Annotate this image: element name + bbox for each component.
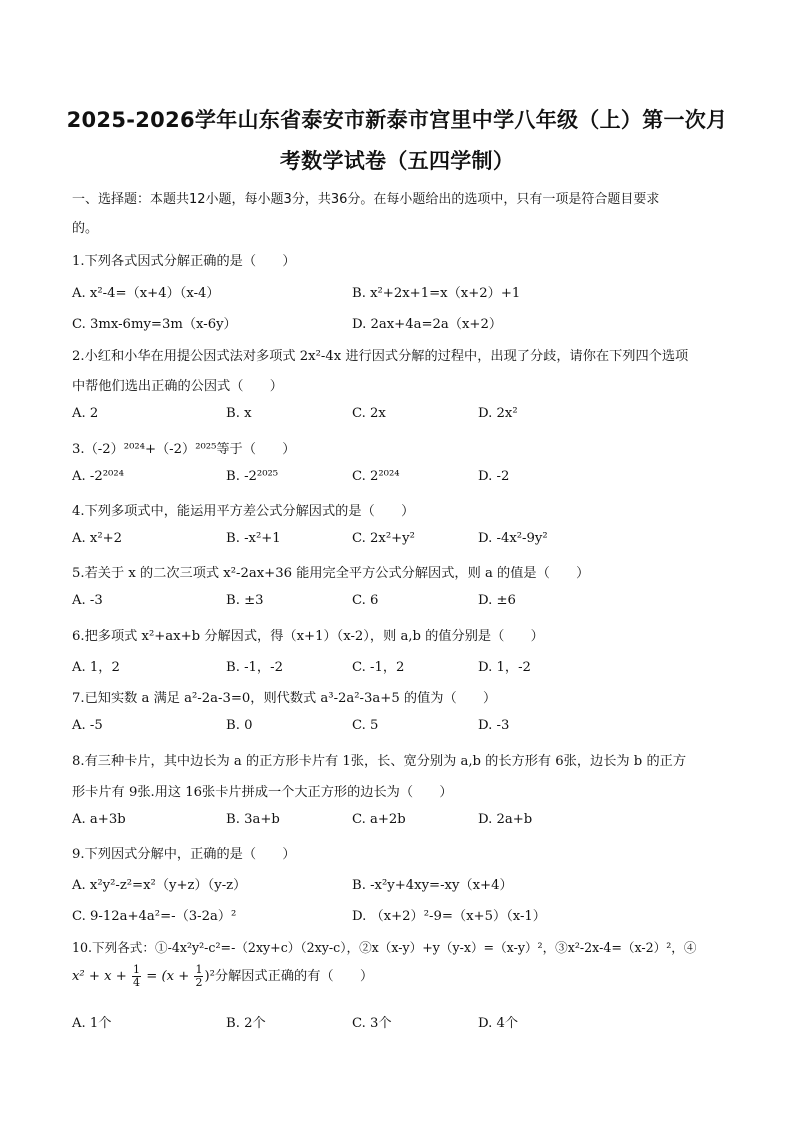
question-6-option-b[interactable]: B. -1，-2 [226, 660, 283, 675]
question-6-stem: 6.把多项式 x²+ax+b 分解因式，得（x+1）（x-2），则 a,b 的值分别是（ ） [72, 629, 544, 644]
question-7-option-b[interactable]: B. 0 [226, 718, 253, 733]
page-title-line1: 2025-2026学年山东省泰安市新泰市宫里中学八年级（上）第一次月 [66, 108, 728, 132]
question-5-option-d[interactable]: D. ±6 [478, 593, 516, 608]
question-10-formula-end: )²分解因式正确的有（ ） [204, 969, 374, 984]
question-6-option-c[interactable]: C. -1，2 [352, 660, 405, 675]
question-4-option-b[interactable]: B. -x²+1 [226, 531, 281, 546]
question-2-option-a[interactable]: A. 2 [72, 406, 99, 421]
question-3-option-c[interactable]: C. 2²⁰²⁴ [352, 469, 400, 484]
question-7-option-a[interactable]: A. -5 [72, 718, 103, 733]
question-10-option-b[interactable]: B. 2个 [226, 1016, 266, 1031]
fraction-numerator: 1 [133, 963, 141, 976]
question-3-option-d[interactable]: D. -2 [478, 469, 510, 484]
question-9-option-b[interactable]: B. -x²y+4xy=-xy（x+4） [352, 878, 513, 893]
section-header-line1: 一、选择题：本题共12小题，每小题3分，共36分。在每小题给出的选项中，只有一项是符合题目要求 [72, 192, 660, 207]
question-2-option-c[interactable]: C. 2x [352, 406, 386, 421]
question-9-option-a[interactable]: A. x²y²-z²=x²（y+z）（y-z） [72, 878, 247, 893]
question-10-stem-line1: 10.下列各式：①-4x²y²-c²=-（2xy+c）（2xy-c），②x（x-y）+y（y-x）=（x-y）²，③x²-2x-4=（x-2）²，④ [72, 940, 697, 955]
fraction-denominator: 2 [195, 976, 203, 989]
question-8-option-c[interactable]: C. a+2b [352, 812, 406, 827]
question-1-option-a[interactable]: A. x²-4=（x+4）（x-4） [72, 286, 220, 301]
question-10-fraction-quarter [132, 964, 141, 989]
question-8-stem-line1: 8.有三种卡片，其中边长为 a 的正方形卡片有 1张，长、宽分别为 a,b 的长方形有 6张，边长为 b 的正方 [72, 754, 687, 769]
question-3-option-b[interactable]: B. -2²⁰²⁵ [226, 469, 279, 484]
page-title-line2: 考数学试卷（五四学制） [279, 149, 515, 173]
question-5-option-c[interactable]: C. 6 [352, 593, 379, 608]
question-9-stem: 9.下列因式分解中，正确的是（ ） [72, 847, 296, 862]
question-9-option-c[interactable]: C. 9-12a+4a²=-（3-2a）² [72, 909, 237, 924]
question-3-option-a[interactable]: A. -2²⁰²⁴ [72, 469, 124, 484]
question-4-option-d[interactable]: D. -4x²-9y² [478, 531, 548, 546]
question-10-formula-lhs: x² + x + [72, 969, 132, 984]
question-10-stem-line2 [72, 964, 373, 989]
question-6-option-d[interactable]: D. 1，-2 [478, 660, 531, 675]
question-2-stem-line1: 2.小红和小华在用提公因式法对多项式 2x²-4x 进行因式分解的过程中，出现了分歧，请你在下列四个选项 [72, 349, 689, 364]
fraction-denominator: 4 [133, 976, 141, 989]
question-7-stem: 7.已知实数 a 满足 a²-2a-3=0，则代数式 a³-2a²-3a+5 的值为（ ） [72, 691, 497, 706]
section-header-line2: 的。 [72, 221, 99, 236]
question-10-option-a[interactable]: A. 1个 [72, 1016, 112, 1031]
question-8-stem-line2: 形卡片有 9张.用这 16张卡片拼成一个大正方形的边长为（ ） [72, 785, 453, 800]
question-5-option-a[interactable]: A. -3 [72, 593, 103, 608]
question-10-option-d[interactable]: D. 4个 [478, 1016, 519, 1031]
question-7-option-c[interactable]: C. 5 [352, 718, 379, 733]
fraction-numerator: 1 [195, 963, 203, 976]
question-10-option-c[interactable]: C. 3个 [352, 1016, 392, 1031]
question-1-option-b[interactable]: B. x²+2x+1=x（x+2）+1 [352, 286, 521, 301]
question-7-option-d[interactable]: D. -3 [478, 718, 510, 733]
question-5-option-b[interactable]: B. ±3 [226, 593, 264, 608]
question-1-option-d[interactable]: D. 2ax+4a=2a（x+2） [352, 317, 503, 332]
question-1-option-c[interactable]: C. 3mx-6my=3m（x-6y） [72, 317, 237, 332]
question-1-stem: 1.下列各式因式分解正确的是（ ） [72, 254, 296, 269]
question-6-option-a[interactable]: A. 1，2 [72, 660, 120, 675]
question-4-stem: 4.下列多项式中，能运用平方差公式分解因式的是（ ） [72, 504, 415, 519]
question-2-stem-line2: 中帮他们选出正确的公因式（ ） [72, 379, 283, 394]
question-10-formula-mid: = (x + [142, 969, 194, 984]
question-4-option-a[interactable]: A. x²+2 [72, 531, 123, 546]
question-2-option-b[interactable]: B. x [226, 406, 252, 421]
question-8-option-a[interactable]: A. a+3b [72, 812, 126, 827]
question-4-option-c[interactable]: C. 2x²+y² [352, 531, 415, 546]
question-10-fraction-half [194, 964, 203, 989]
question-3-stem: 3.（-2）²⁰²⁴+（-2）²⁰²⁵等于（ ） [72, 442, 296, 457]
question-2-option-d[interactable]: D. 2x² [478, 406, 518, 421]
question-9-option-d[interactable]: D. （x+2）²-9=（x+5）（x-1） [352, 909, 546, 924]
question-8-option-b[interactable]: B. 3a+b [226, 812, 280, 827]
question-8-option-d[interactable]: D. 2a+b [478, 812, 533, 827]
question-5-stem: 5.若关于 x 的二次三项式 x²-2ax+36 能用完全平方公式分解因式，则 a 的值是（ ） [72, 566, 590, 581]
